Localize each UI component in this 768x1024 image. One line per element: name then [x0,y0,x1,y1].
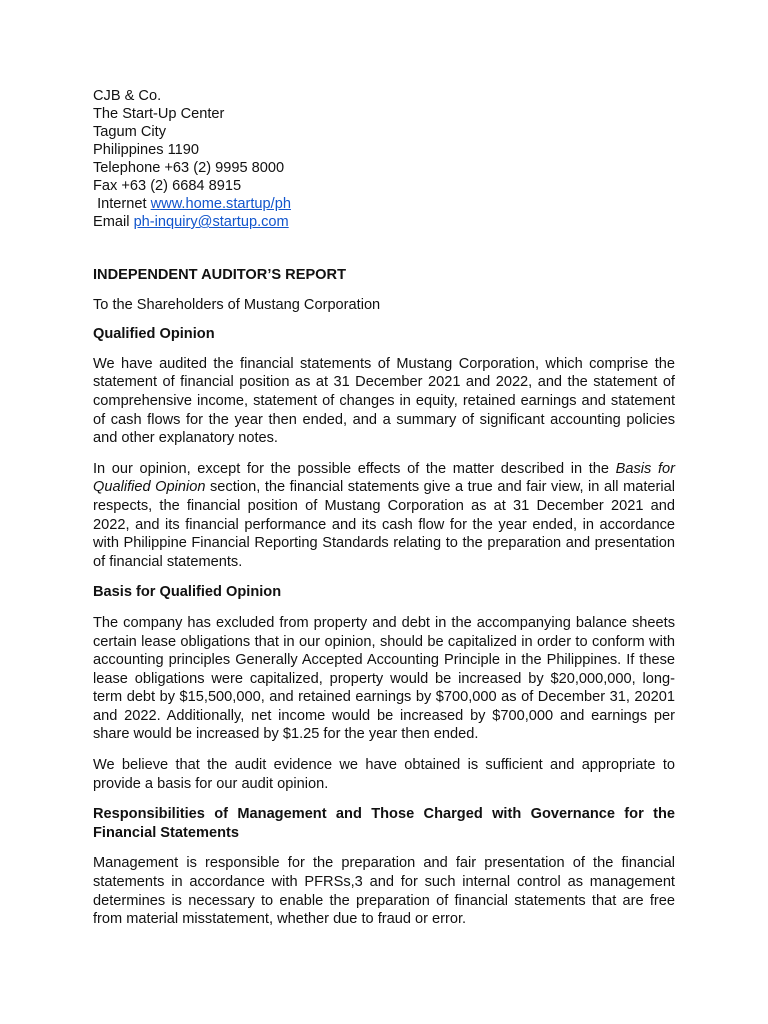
report-title: INDEPENDENT AUDITOR’S REPORT [93,267,346,283]
basis-paragraph-1: The company has excluded from property and debt in the accompanying balance sheets certain lease obligations that in our opinion, should be capitalized in order to conform with accounting principles Generally Accepted Accounting Principle in the Philippines. If these lease obligations were capitalized, property would be increased by $20,000,000, long-term debt by $15,500,000, and retained earnings by $700,000 as of December 31, 20201 and 2022. Additionally, net income would be increased by $700,000 and earnings per share would be increased by $1.25 for the year then ended. [93,614,675,743]
addressee: To the Shareholders of Mustang Corporation [93,296,381,313]
responsibilities-heading: Responsibilities of Management and Those Charged with Governance for the Financial Statements [93,806,675,841]
email-line [93,213,291,231]
country-zip: Philippines 1190 [93,142,200,158]
paragraph-text: section, the financial statements give a true and fair view, in all material respects, the financial position of Mustang Corporation as at 31 December 2021 and 2022, and its financial performance and its cash flow for the year ended, in accordance with Philippine Financial Reporting Standards relating to the preparation and presentation of financial statements. [93,479,675,570]
internet-line [93,195,291,213]
fax: Fax +63 (2) 6684 8915 [93,178,242,194]
basis-reference: Basis for Qualified Opinion [93,460,675,496]
telephone: Telephone +63 (2) 9995 8000 [93,160,285,176]
qualified-opinion-paragraph-1: We have audited the financial statements of Mustang Corporation, which comprise the statement of financial position as at 31 December 2021 and 2022, and the statement of comprehensive income, statement of changes in equity, retained earnings and statement of cash flows for the year then ended, and a summary of significant accounting policies and other explanatory notes. [93,355,675,447]
basis-paragraph-2: We believe that the audit evidence we have obtained is sufficient and appropriate to provide a basis for our audit opinion. [93,757,675,792]
basis-heading: Basis for Qualified Opinion [93,584,282,601]
building-name: The Start-Up Center [93,106,225,122]
paragraph-text: In our opinion, except for the possible effects of the matter described in the [93,460,616,477]
website-link[interactable]: www.home.startup/ph [150,196,291,212]
email-label: Email [93,214,130,230]
responsibilities-paragraph-1: Management is responsible for the preparation and fair presentation of the financial statements in accordance with PFRSs,3 and for such internal control as management determines is necessary to enable the preparation of financial statements that are free from material misstatement, whether due to fraud or error. [93,855,675,928]
qualified-opinion-heading: Qualified Opinion [93,326,215,343]
report-body [93,266,675,929]
qualified-opinion-paragraph-2 [93,460,675,572]
company-name: CJB & Co. [93,88,162,104]
city: Tagum City [93,124,166,140]
internet-label: Internet [97,196,147,212]
email-link[interactable]: ph-inquiry@startup.com [133,214,289,230]
letterhead [93,87,291,231]
